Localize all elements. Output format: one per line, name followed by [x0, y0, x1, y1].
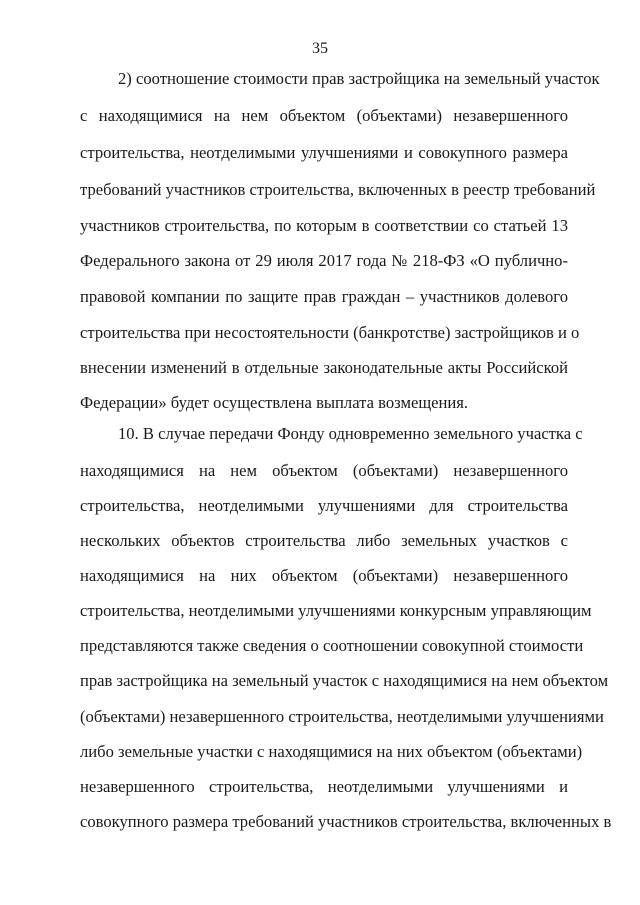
paragraph-1-line-8: строительства при несостоятельности (банкротстве) застройщиков и о: [80, 323, 580, 342]
paragraph-2-line-8: прав застройщика на земельный участок с находящимися на нем объектом: [80, 671, 609, 690]
paragraph-2-line-11: незавершенного строительства, неотделимыми улучшениями и: [80, 777, 568, 796]
paragraph-2-line-10: либо земельные участки с находящимися на них объектом (объектами): [80, 742, 583, 761]
paragraph-2-line-12: совокупного размера требований участников строительства, включенных в: [80, 812, 612, 831]
paragraph-2-line-2: находящимися на нем объектом (объектами) незавершенного: [80, 461, 568, 480]
paragraph-1-line-2: с находящимися на нем объектом (объектами) незавершенного: [80, 106, 568, 125]
paragraph-1-line-9: внесении изменений в отдельные законодательные акты Российской: [80, 358, 568, 377]
paragraph-1-line-5: участников строительства, по которым в соответствии со статьей 13: [80, 216, 568, 235]
paragraph-2-line-5: находящимися на них объектом (объектами) незавершенного: [80, 566, 568, 585]
paragraph-2-line-4: нескольких объектов строительства либо земельных участков с: [80, 531, 568, 550]
paragraph-2-line-7: представляются также сведения о соотношении совокупной стоимости: [80, 636, 584, 655]
paragraph-1-line-1: 2) соотношение стоимости прав застройщика на земельный участок: [118, 69, 600, 88]
paragraph-2-line-1: 10. В случае передачи Фонду одновременно земельного участка с: [118, 424, 583, 443]
paragraph-1-line-4: требований участников строительства, включенных в реестр требований: [80, 180, 596, 199]
paragraph-2-line-3: строительства, неотделимыми улучшениями для строительства: [80, 496, 568, 515]
paragraph-2-line-6: строительства, неотделимыми улучшениями конкурсным управляющим: [80, 601, 592, 620]
paragraph-1-line-3: строительства, неотделимыми улучшениями и совокупного размера: [80, 143, 568, 162]
paragraph-1-line-6: Федерального закона от 29 июля 2017 года № 218-ФЗ «О публично-: [80, 251, 568, 270]
paragraph-1-line-7: правовой компании по защите прав граждан – участников долевого: [80, 287, 568, 306]
paragraph-2-line-9: (объектами) незавершенного строительства, неотделимыми улучшениями: [80, 707, 604, 726]
paragraph-1-line-10: Федерации» будет осуществлена выплата возмещения.: [80, 393, 468, 412]
page-number: 35: [312, 40, 328, 57]
